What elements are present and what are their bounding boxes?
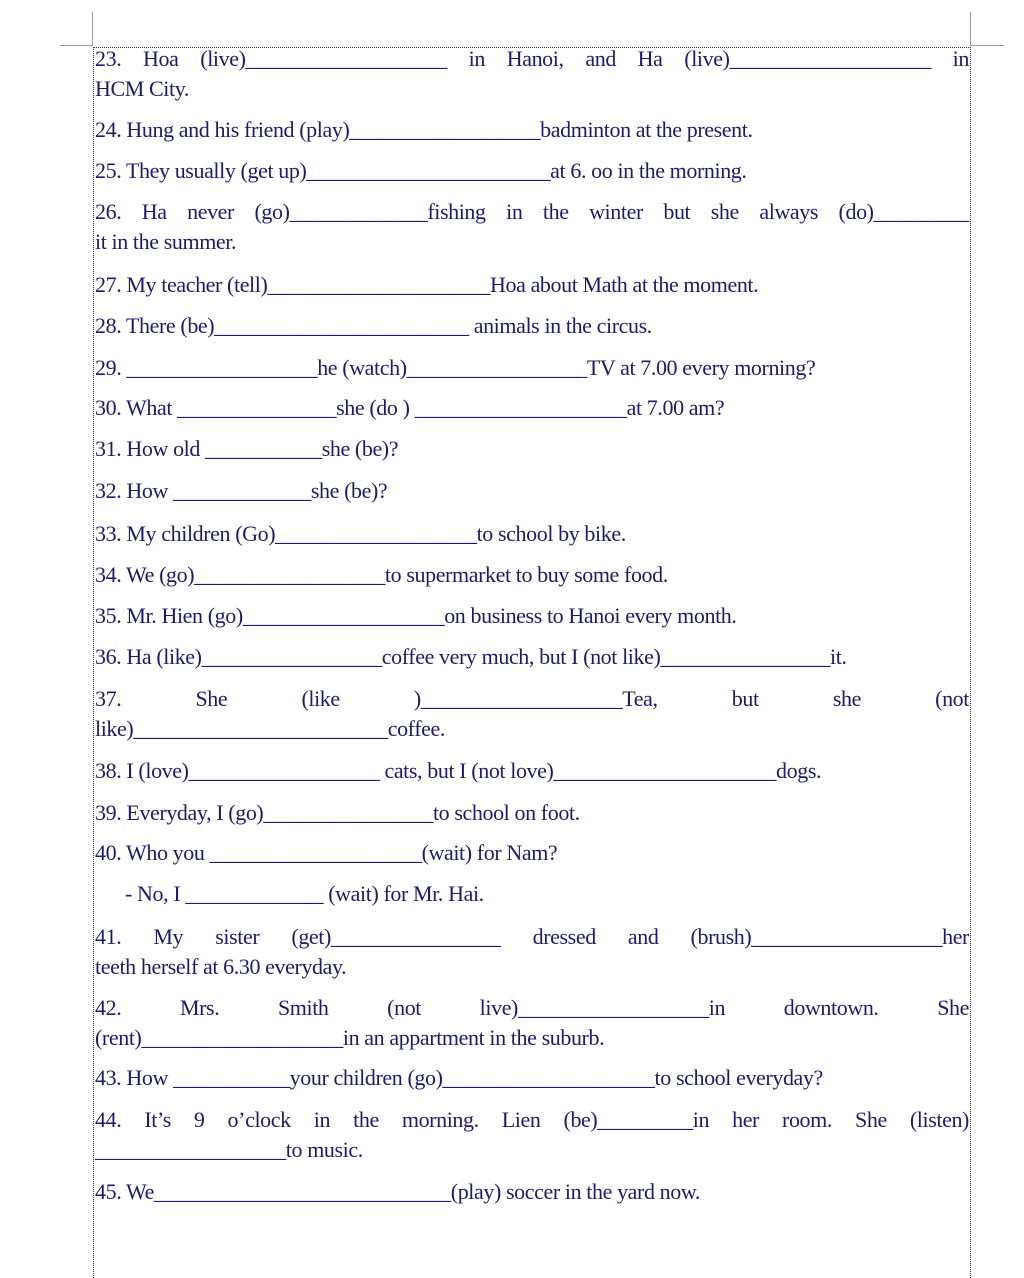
margin-mark-top-right-vertical	[970, 12, 971, 46]
exercise-26-line-2: it in the summer.	[95, 229, 237, 254]
exercise-33: 33. My children (Go)___________________to school by bike.	[95, 521, 626, 546]
exercise-24: 24. Hung and his friend (play)__________________badminton at the present.	[95, 117, 753, 142]
exercise-40: 40. Who you ____________________(wait) for Nam?	[95, 840, 558, 865]
exercise-26-line-1: 26. Ha never (go)_____________fishing in the winter but she always (do)_________	[95, 199, 969, 224]
exercise-41-line-1: 41. My sister (get)________________ dressed and (brush)__________________her	[95, 924, 969, 949]
exercise-37-line-2: like)________________________coffee.	[95, 716, 445, 741]
exercise-28: 28. There (be)________________________ animals in the circus.	[95, 313, 652, 338]
exercise-29: 29. __________________he (watch)_________________TV at 7.00 every morning?	[95, 355, 816, 380]
margin-mark-top-left-horizontal	[60, 45, 93, 46]
exercise-25: 25. They usually (get up)_______________________at 6. oo in the morning.	[95, 158, 747, 183]
exercise-40-answer: - No, I _____________ (wait) for Mr. Hai.	[125, 881, 484, 906]
margin-mark-top-left-vertical	[92, 12, 93, 46]
exercise-41-line-2: teeth herself at 6.30 everyday.	[95, 954, 347, 979]
exercise-31: 31. How old ___________she (be)?	[95, 436, 399, 461]
exercise-38: 38. I (love)__________________ cats, but I (not love)_____________________dogs.	[95, 758, 822, 783]
exercise-45: 45. We____________________________(play) soccer in the yard now.	[95, 1179, 701, 1204]
exercise-23-line-2: HCM City.	[95, 76, 189, 101]
exercise-44-line-1: 44. It’s 9 o’clock in the morning. Lien (be)_________in her room. She (listen)	[95, 1107, 969, 1132]
exercise-34: 34. We (go)__________________to supermarket to buy some food.	[95, 562, 668, 587]
exercise-27: 27. My teacher (tell)_____________________Hoa about Math at the moment.	[95, 272, 759, 297]
exercise-42-line-1: 42. Mrs. Smith (not live)__________________in downtown. She	[95, 995, 969, 1020]
exercise-43: 43. How ___________your children (go)____________________to school everyday?	[95, 1065, 823, 1090]
exercise-32: 32. How _____________she (be)?	[95, 478, 388, 503]
margin-mark-top-right-horizontal	[970, 45, 1004, 46]
exercise-35: 35. Mr. Hien (go)___________________on business to Hanoi every month.	[95, 603, 737, 628]
exercise-23-line-1: 23. Hoa (live)___________________ in Hanoi, and Ha (live)___________________ in	[95, 46, 969, 71]
exercise-42-line-2: (rent)___________________in an appartment in the suburb.	[95, 1025, 605, 1050]
exercise-36: 36. Ha (like)_________________coffee very much, but I (not like)________________it.	[95, 644, 847, 669]
exercise-39: 39. Everyday, I (go)________________to school on foot.	[95, 800, 580, 825]
exercise-30: 30. What _______________she (do ) ____________________at 7.00 am?	[95, 395, 725, 420]
exercise-37-line-1: 37. She (like )___________________Tea, but she (not	[95, 686, 969, 711]
exercise-44-line-2: __________________to music.	[95, 1137, 363, 1162]
